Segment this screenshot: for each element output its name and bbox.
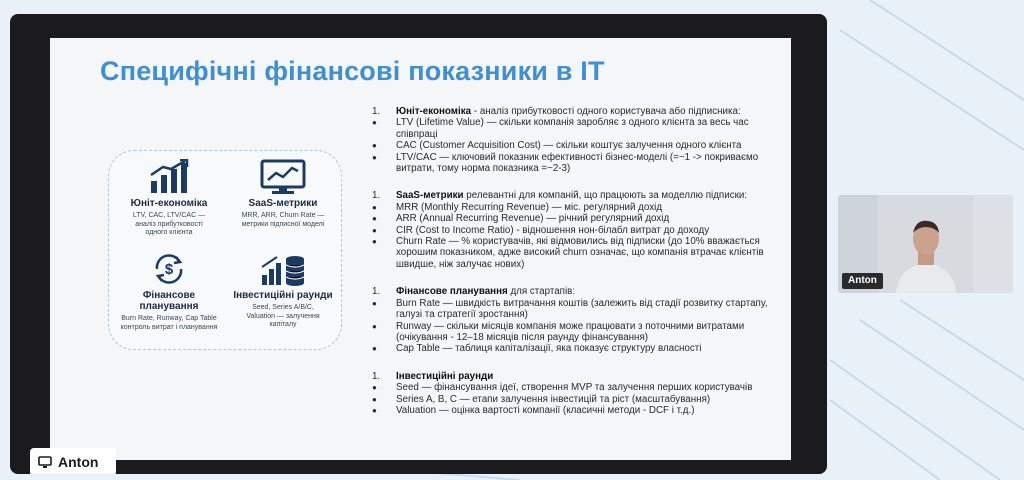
tile-desc-line: Burn Rate, Runway, Cap Table: [121, 315, 217, 322]
tile-unit-economics: [113, 159, 225, 238]
bullet-text: Seed — фінансування ідеї, створення MVP та залучення перших користувачів: [396, 382, 753, 394]
tile-desc-line: Seed, Series A/B/C,: [252, 304, 314, 311]
section-intro: релевантні для компаній, що працюють за моделлю підписки:: [463, 190, 748, 202]
section-intro: для стартапів:: [507, 286, 576, 298]
section-heading-row: [372, 286, 784, 297]
tile-desc-line: MRR, ARR, Churn Rate —: [241, 212, 325, 219]
dollar-cycle-icon: [149, 251, 189, 287]
slide-content-list: [372, 106, 784, 432]
section-heading: Інвестиційні раунди: [396, 370, 494, 382]
list-item: ● LTV/CAC — ключовий показник ефективності бізнес-моделі (=~1 -> покриваємо витрати, тому норма показника =~2-3): [372, 152, 784, 175]
list-item: ● Burn Rate — швидкість витрачання коштів (залежить від стадії розвитку стартапу, галузі та стратегії зростання): [372, 298, 784, 321]
list-item: ● Runway — скільки місяців компанія може працювати з поточними витратами (очікування - 12–18 місяців після раунду фінансування): [372, 321, 784, 344]
bullet-text: LTV/CAC — ключовий показник ефективності бізнес-моделі (=~1 -> покриваємо витрати, тому норма показника =~2-3): [396, 151, 759, 175]
tile-desc-line: Valuation — залучення: [246, 312, 320, 320]
bullet-text: Runway — скільки місяців компанія може працювати з поточними витратами (очікування - 12–18 місяців після раунду фінансування): [396, 320, 745, 343]
presenter-badge[interactable]: [30, 448, 116, 474]
list-item: ● ARR (Annual Recurring Revenue) — річний регулярний дохід: [372, 213, 784, 224]
list-item: ● Valuation — оцінка вартості компанії (класичні методи - DCF і т.д.): [372, 405, 784, 416]
section-heading-row: [372, 106, 784, 117]
bullet-text: ARR (Annual Recurring Revenue) — річний регулярний дохід: [396, 213, 670, 225]
tile-financial-planning: [113, 251, 225, 332]
bullet-text: MRR (Monthly Recurring Revenue) — міс. регулярний дохід: [396, 201, 663, 213]
bar-chart-icon: [147, 159, 191, 195]
presenter-name: Anton: [58, 454, 99, 470]
section-heading-row: [372, 371, 784, 382]
section-investment-rounds: [372, 371, 784, 417]
section-heading: Юніт-економіка: [396, 106, 472, 117]
tile-description: [113, 315, 225, 332]
presentation-slide: [50, 38, 791, 460]
tile-description: [227, 304, 339, 330]
section-heading-row: [372, 190, 784, 201]
tile-desc-line: контроль витрат і планування: [120, 323, 218, 331]
list-item: ● CIR (Cost to Income Ratio) - відношення нон-білабл витрат до доходу: [372, 225, 784, 236]
tile-title: Юніт-економіка: [130, 198, 208, 209]
tile-desc-line: метрики підписної моделі: [241, 220, 325, 228]
shared-screen-stage[interactable]: [10, 14, 827, 474]
slide-title: Специфічні фінансові показники в IT: [100, 56, 605, 86]
tile-saas-metrics: [227, 159, 339, 229]
bullet-text: Cap Table — таблиця капіталізації, яка показує структуру власності: [396, 343, 702, 355]
list-item: ● CAC (Customer Acquisition Cost) — скільки коштує залучення одного клієнта: [372, 140, 784, 151]
bullet-text: Burn Rate — швидкість витрачання коштів (залежить від стадії розвитку стартапу, галузі та стратегії зростання): [396, 297, 768, 321]
tile-investment-rounds: [227, 251, 339, 330]
section-unit-economics: [372, 106, 784, 174]
tile-title: Фінансове планування: [139, 290, 199, 312]
tile-title: Інвестиційні раунди: [233, 290, 333, 301]
section-heading: SaaS-метрики: [396, 190, 464, 202]
section-number: 1.: [372, 190, 381, 202]
bullet-text: LTV (Lifetime Value) — скільки компанія заробляє з одного клієнта за весь час співпраці: [396, 117, 749, 140]
section-number: 1.: [372, 370, 381, 382]
list-item: ● MRR (Monthly Recurring Revenue) — міс. регулярний дохід: [372, 202, 784, 213]
list-item: ● Cap Table — таблиця капіталізації, яка показує структуру власності: [372, 343, 784, 354]
section-intro: - аналіз прибутковості одного користувача або підписника:: [471, 106, 741, 117]
tile-title: SaaS-метрики: [248, 198, 318, 209]
section-number: 1.: [372, 286, 381, 298]
summary-card: [108, 150, 342, 350]
list-item: ● Series A, B, C — етапи залучення інвестицій та ріст (масштабування): [372, 394, 784, 405]
svg-text:$: $: [164, 261, 174, 278]
bullet-text: Churn Rate — % користувачів, які відмовились від підписки (до 10% вважається хорошим показником, адже високий churn означає, що компанія втрачає клієнтів швидше, ніж залучає нових): [396, 236, 764, 270]
bullet-text: CIR (Cost to Income Ratio) - відношення нон-білабл витрат до доходу: [396, 224, 710, 236]
coins-growth-icon: [259, 251, 307, 287]
bullet-text: Series A, B, C — етапи залучення інвестицій та ріст (масштабування): [396, 393, 711, 405]
list-item: ● Seed — фінансування ідеї, створення MVP та залучення перших користувачів: [372, 382, 784, 393]
bullet-text: CAC (Customer Acquisition Cost) — скільки коштує залучення одного клієнта: [396, 140, 742, 152]
bullet-text: Valuation — оцінка вартості компанії (класичні методи - DCF і т.д.): [396, 404, 695, 416]
section-saas-metrics: [372, 190, 784, 270]
tile-description: [227, 212, 339, 229]
tile-desc-line: одного клієнта: [145, 229, 193, 236]
tile-desc-line: аналіз прибутковості: [135, 220, 203, 228]
webcam-name-label: Anton: [842, 273, 883, 289]
tile-desc-line: LTV, CAC, LTV/CAC —: [132, 212, 206, 219]
monitor-chart-icon: [259, 159, 307, 195]
webcam-tile[interactable]: [838, 195, 1013, 293]
tile-description: [113, 212, 225, 238]
section-financial-planning: [372, 286, 784, 354]
list-item: ● LTV (Lifetime Value) — скільки компанія заробляє з одного клієнта за весь час співпраці: [372, 117, 784, 140]
screen-share-icon: [38, 456, 52, 469]
list-item: ● Churn Rate — % користувачів, які відмовились від підписки (до 10% вважається хорошим показником, адже високий churn означає, що компанія втрачає клієнтів швидше, ніж залучає нових): [372, 236, 784, 270]
section-number: 1.: [372, 106, 381, 117]
tile-desc-line: капіталу: [269, 321, 297, 328]
section-heading: Фінансове планування: [396, 286, 508, 298]
